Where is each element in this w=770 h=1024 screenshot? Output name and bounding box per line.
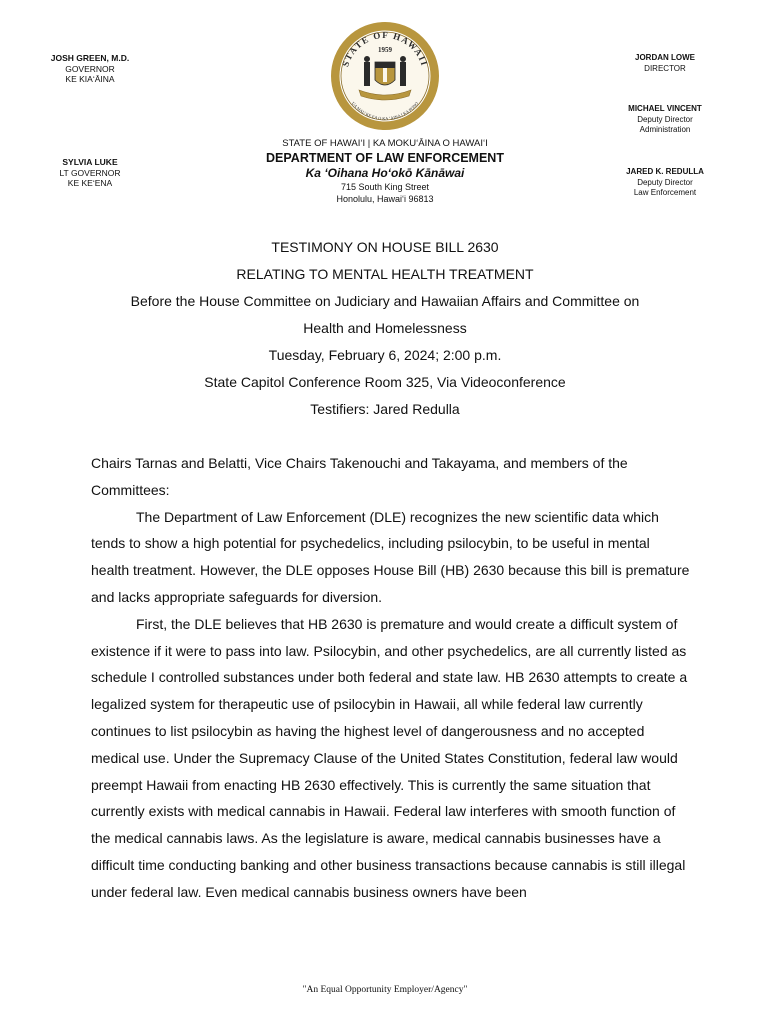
deputy-le-title2: Law Enforcement bbox=[633, 188, 697, 197]
title-line4: Health and Homelessness bbox=[303, 320, 467, 336]
seal-top-text: STATE OF HAWAII bbox=[340, 29, 430, 68]
governor-name: JOSH GREEN, M.D. bbox=[50, 53, 130, 63]
state-seal-logo bbox=[331, 22, 439, 130]
lt-governor-title: LT GOVERNOR bbox=[59, 167, 121, 178]
address-line1: 715 South King Street bbox=[340, 182, 430, 192]
title-line5: Tuesday, February 6, 2024; 2:00 p.m. bbox=[268, 347, 502, 363]
title-line3: Before the House Committee on Judiciary and Hawaiian Affairs and Committee on bbox=[130, 293, 640, 309]
deputy-le-block bbox=[590, 167, 740, 199]
director-block bbox=[590, 53, 740, 74]
department-hawaiian: Ka ʻOihana Hoʻokō Kānāwai bbox=[305, 166, 465, 180]
governor-hawaiian: KE KIAʻĀINA bbox=[65, 74, 115, 84]
director-title: DIRECTOR bbox=[644, 63, 686, 73]
deputy-le-title1: Deputy Director bbox=[637, 177, 693, 187]
deputy-admin-title2: Administration bbox=[639, 125, 691, 134]
governor-title: GOVERNOR bbox=[65, 63, 115, 74]
lt-governor-block bbox=[20, 157, 160, 189]
lt-governor-hawaiian: KE KEʻENA bbox=[67, 178, 113, 188]
paragraph-2: First, the DLE believes that HB 2630 is premature and would create a difficult system of existence if it were to pass into law. Psilocybin, and other psychedelics, are all currently listed as schedule I controlled substances under both federal and state law. HB 2630 attempts to create a legalized system for therapeutic use of psilocybin in Hawaii, all while federal law currently continues to list psilocybin as having the highest level of dangerousness and no accepted medical use. Under the Supremacy Clause of the United States Constitution, federal law would preempt Hawaii from enacting HB 2630 effectively. This is currently the same situation that currently exists with medical cannabis in Hawaii. Federal law interferes with smooth function of the medical cannabis laws. As the legislature is aware, medical cannabis businesses have a difficult time conducting banking and other business transactions because cannabis is still illegal under federal law. Even medical cannabis business owners have been bbox=[91, 615, 688, 900]
testimony-title-block bbox=[40, 234, 730, 423]
title-line1: TESTIMONY ON HOUSE BILL 2630 bbox=[271, 239, 499, 255]
address-line2: Honolulu, Hawaiʻi 96813 bbox=[336, 194, 434, 204]
seal-bottom-text: UA MAU KE EA O KA ʻAINA I KA PONO bbox=[350, 100, 420, 122]
footer-equal-opportunity: "An Equal Opportunity Employer/Agency" bbox=[302, 985, 468, 995]
governor-block bbox=[20, 53, 160, 85]
title-line7: Testifiers: Jared Redulla bbox=[310, 401, 460, 417]
director-name: JORDAN LOWE bbox=[635, 53, 695, 62]
deputy-le-name: JARED K. REDULLA bbox=[626, 167, 704, 176]
deputy-admin-name: MICHAEL VINCENT bbox=[628, 104, 702, 113]
lt-governor-name: SYLVIA LUKE bbox=[62, 157, 118, 167]
agency-line: STATE OF HAWAIʻI | KA MOKUʻĀINA O HAWAIʻI bbox=[282, 138, 488, 149]
department-name: DEPARTMENT OF LAW ENFORCEMENT bbox=[266, 151, 504, 165]
salutation: Chairs Tarnas and Belatti, Vice Chairs Takenouchi and Takayama, and members of the Committees: bbox=[91, 455, 628, 498]
deputy-admin-title1: Deputy Director bbox=[637, 114, 693, 124]
title-line2: RELATING TO MENTAL HEALTH TREATMENT bbox=[236, 266, 534, 282]
testimony-body bbox=[91, 450, 691, 906]
title-line6: State Capitol Conference Room 325, Via Videoconference bbox=[204, 374, 566, 390]
seal-year: 1959 bbox=[378, 46, 392, 54]
paragraph-1: The Department of Law Enforcement (DLE) recognizes the new scientific data which tends to show a high potential for psychedelics, including psilocybin, to be useful in mental health treatment. However, the DLE opposes House Bill (HB) 2630 because this bill is premature and lacks appropriate safeguards for diversion. bbox=[91, 508, 690, 605]
deputy-admin-block bbox=[590, 104, 740, 136]
